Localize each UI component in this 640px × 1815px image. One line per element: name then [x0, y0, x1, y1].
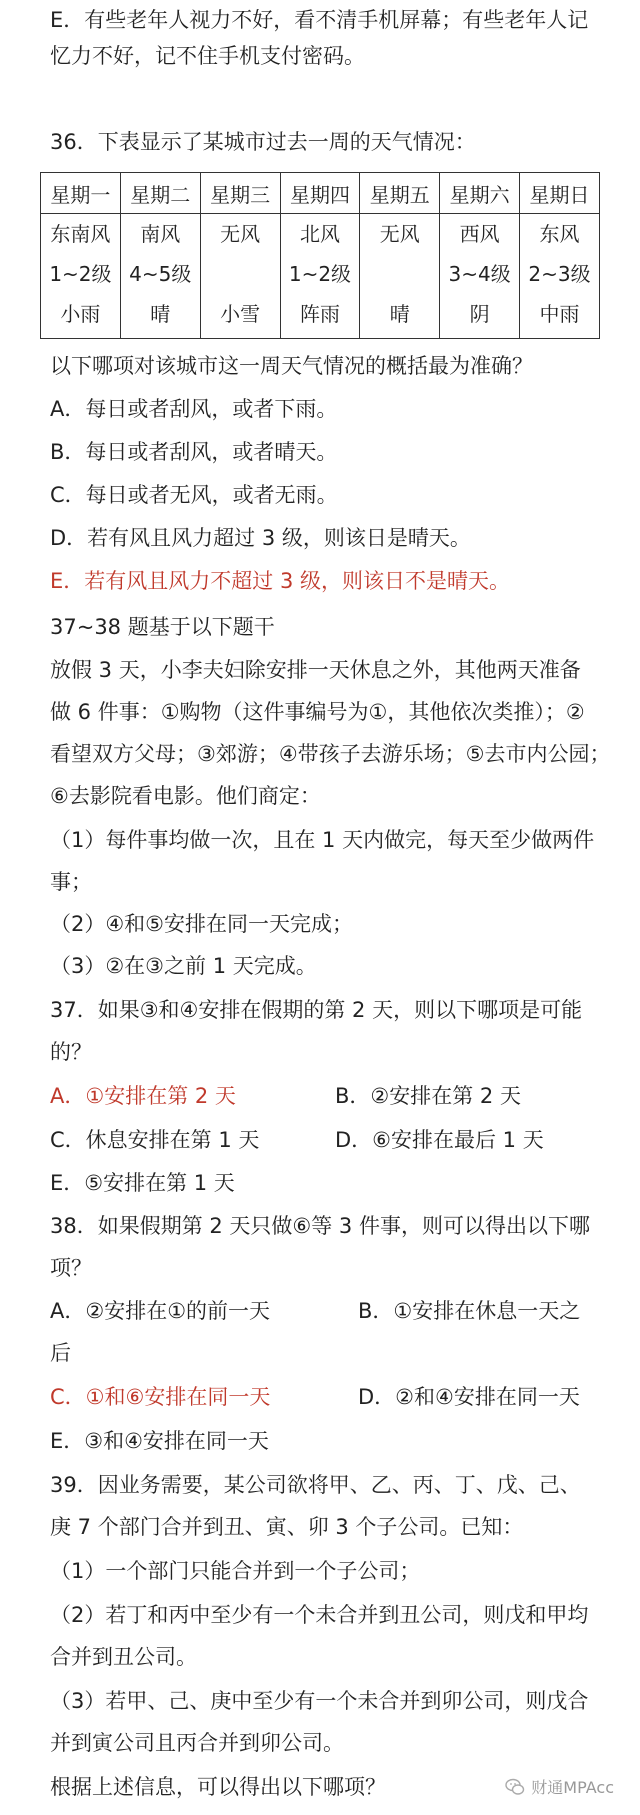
q36-option-d: D．若有风且风力超过 3 级，则该日是晴天。 — [50, 526, 471, 550]
wind-direction: 北风 — [299, 222, 340, 246]
weather-cell — [520, 214, 600, 339]
weather-condition: 晴 — [389, 302, 410, 326]
q38-option-d: D．②和④安排在同一天 — [358, 1385, 580, 1409]
weather-header: 星期二 — [120, 173, 200, 214]
wind-direction: 东风 — [539, 222, 580, 246]
weather-cell — [200, 214, 280, 339]
weather-cell — [41, 214, 121, 339]
watermark — [505, 1775, 614, 1798]
wind-direction: 西风 — [459, 222, 500, 246]
q37-option-b: B．②安排在第 2 天 — [335, 1084, 521, 1108]
q37-option-a-answer: A．①安排在第 2 天 — [50, 1084, 236, 1108]
q36-option-a: A．每日或者刮风，或者下雨。 — [50, 397, 338, 421]
q37-option-c: C．休息安排在第 1 天 — [50, 1128, 260, 1152]
stem-line: 看望双方父母；③郊游；④带孩子去游乐场；⑤去市内公园； — [50, 742, 611, 766]
weather-header: 星期一 — [41, 173, 121, 214]
weather-header: 星期五 — [360, 173, 440, 214]
weather-header: 星期四 — [280, 173, 360, 214]
stem-condition-1: （1）每件事均做一次，且在 1 天内做完，每天至少做两件 — [50, 828, 595, 852]
q39-condition-3: （3）若甲、己、庚中至少有一个未合并到卯公司，则戊合 — [50, 1689, 589, 1713]
weather-header: 星期三 — [200, 173, 280, 214]
q36-question: 以下哪项对该城市这一周天气情况的概括最为准确？ — [50, 354, 533, 378]
q39-line: 庚 7 个部门合并到丑、寅、卯 3 个子公司。已知： — [50, 1515, 524, 1539]
weather-condition: 晴 — [150, 302, 171, 326]
q37-option-d: D．⑥安排在最后 1 天 — [335, 1128, 544, 1152]
stem-title: 37~38 题基于以下题干 — [50, 615, 275, 639]
q35-option-e-line2: 忆力不好，记不住手机支付密码。 — [50, 44, 365, 68]
q38-option-e: E．③和④安排在同一天 — [50, 1429, 269, 1453]
stem-condition-2: （2）④和⑤安排在同一天完成； — [50, 912, 354, 936]
wind-level: 1~2级 — [288, 262, 352, 286]
weather-cell — [120, 214, 200, 339]
wind-direction: 东南风 — [50, 222, 111, 246]
weather-cell — [440, 214, 520, 339]
q39-condition-3-cont: 并到寅公司且丙合并到卯公司。 — [50, 1731, 344, 1755]
wechat-icon — [505, 1777, 525, 1797]
q39-condition-1: （1）一个部门只能合并到一个子公司； — [50, 1559, 421, 1583]
q37-prompt-cont: 的？ — [50, 1040, 92, 1064]
stem-line: 做 6 件事：①购物（这件事编号为①，其他依次类推）；② — [50, 700, 585, 724]
weather-condition: 阵雨 — [299, 302, 340, 326]
q36-option-e-answer: E．若有风且风力不超过 3 级，则该日不是晴天。 — [50, 569, 510, 593]
weather-condition: 小雪 — [220, 302, 261, 326]
stem-condition-1-cont: 事； — [50, 870, 92, 894]
watermark-text: 财通MPAcc — [531, 1778, 614, 1797]
wind-level: 1~2级 — [49, 262, 112, 286]
wind-direction: 无风 — [379, 222, 420, 246]
q36-option-b: B．每日或者刮风，或者晴天。 — [50, 440, 338, 464]
wind-level: 4~5级 — [129, 262, 192, 286]
q38-option-b-cont: 后 — [50, 1341, 71, 1365]
stem-line: 放假 3 天，小李夫妇除安排一天休息之外，其他两天准备 — [50, 658, 581, 682]
stem-line: ⑥去影院看电影。他们商定： — [50, 784, 321, 808]
weather-condition: 阴 — [469, 302, 490, 326]
weather-condition: 中雨 — [539, 302, 580, 326]
q37-option-e: E．⑤安排在第 1 天 — [50, 1171, 235, 1195]
weather-table-row — [41, 214, 600, 339]
stem-condition-3: （3）②在③之前 1 天完成。 — [50, 954, 317, 978]
weather-cell — [280, 214, 360, 339]
weather-header: 星期六 — [440, 173, 520, 214]
q38-option-c-answer: C．①和⑥安排在同一天 — [50, 1385, 271, 1409]
weather-cell — [360, 214, 440, 339]
q35-option-e-line1: E．有些老年人视力不好，看不清手机屏幕；有些老年人记 — [50, 8, 589, 32]
q36-prompt: 36．下表显示了某城市过去一周的天气情况： — [50, 130, 476, 154]
q39-question: 根据上述信息，可以得出以下哪项？ — [50, 1775, 386, 1799]
q39-condition-2: （2）若丁和丙中至少有一个未合并到丑公司，则戊和甲均 — [50, 1603, 589, 1627]
weather-header: 星期日 — [520, 173, 600, 214]
q38-option-a: A．②安排在①的前一天 — [50, 1299, 271, 1323]
q38-prompt: 38．如果假期第 2 天只做⑥等 3 件事，则可以得出以下哪 — [50, 1214, 590, 1238]
q36-option-c: C．每日或者无风，或者无雨。 — [50, 483, 338, 507]
wind-level — [201, 254, 280, 294]
q38-option-b: B．①安排在休息一天之 — [358, 1299, 581, 1323]
wind-level: 2~3级 — [528, 262, 591, 286]
weather-condition: 小雨 — [60, 302, 101, 326]
wind-level: 3~4级 — [448, 262, 511, 286]
wind-level — [360, 254, 439, 294]
wind-direction: 无风 — [220, 222, 261, 246]
weather-table-header-row — [41, 173, 600, 214]
wind-direction: 南风 — [140, 222, 181, 246]
q39-line: 39．因业务需要，某公司欲将甲、乙、丙、丁、戊、己、 — [50, 1473, 581, 1497]
q38-prompt-cont: 项？ — [50, 1256, 92, 1280]
q37-prompt: 37．如果③和④安排在假期的第 2 天，则以下哪项是可能 — [50, 998, 583, 1022]
q39-condition-2-cont: 合并到丑公司。 — [50, 1645, 197, 1669]
weather-table — [40, 172, 600, 339]
